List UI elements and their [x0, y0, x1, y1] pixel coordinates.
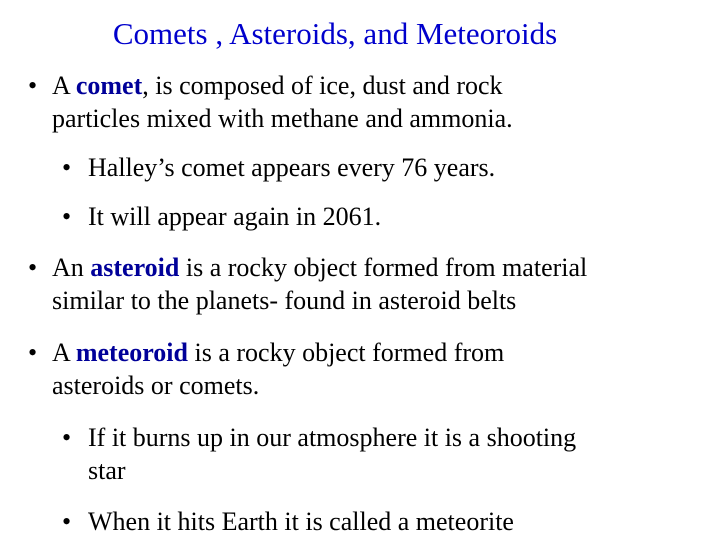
bullet-dot: •: [62, 202, 72, 231]
bullet-text: It will appear again in 2061.: [88, 202, 382, 231]
bullet-line-continuation: star: [88, 456, 126, 485]
slide-title: Comets , Asteroids, and Meteoroids: [112, 16, 558, 51]
bullet-dot: •: [62, 153, 72, 182]
text-after: is a rocky object formed from: [188, 338, 505, 367]
bullet-dot: •: [28, 253, 38, 282]
bullet-dot: •: [28, 338, 38, 367]
bullet-text: [52, 336, 504, 402]
bullet-line: [52, 251, 587, 284]
bullet-line: [52, 336, 504, 369]
bullet-dot: •: [62, 507, 72, 536]
bullet-dot: •: [62, 423, 72, 452]
bullet-dot: •: [28, 71, 38, 100]
bullet-line: [52, 69, 513, 102]
text-before: An: [52, 253, 91, 282]
text-after: is a rocky object formed from material: [179, 253, 588, 282]
keyword-comet: comet: [75, 71, 143, 100]
bullet-line-continuation: particles mixed with methane and ammonia.: [52, 104, 513, 133]
bullet-text: [88, 421, 576, 487]
bullet-line: If it burns up in our atmosphere it is a shooting: [88, 423, 577, 452]
bullet-line-continuation: similar to the planets- found in asteroid belts: [52, 286, 517, 315]
bullet-text: Halley’s comet appears every 76 years.: [88, 153, 496, 182]
keyword-asteroid: asteroid: [90, 253, 180, 282]
text-before: A: [52, 338, 76, 367]
keyword-meteoroid: meteoroid: [75, 338, 188, 367]
bullet-line-continuation: asteroids or comets.: [52, 371, 260, 400]
text-before: A: [52, 71, 76, 100]
text-after: , is composed of ice, dust and rock: [142, 71, 503, 100]
bullet-text: [52, 69, 513, 135]
bullet-text: When it hits Earth it is called a meteorite: [88, 507, 514, 536]
bullet-text: [52, 251, 587, 317]
